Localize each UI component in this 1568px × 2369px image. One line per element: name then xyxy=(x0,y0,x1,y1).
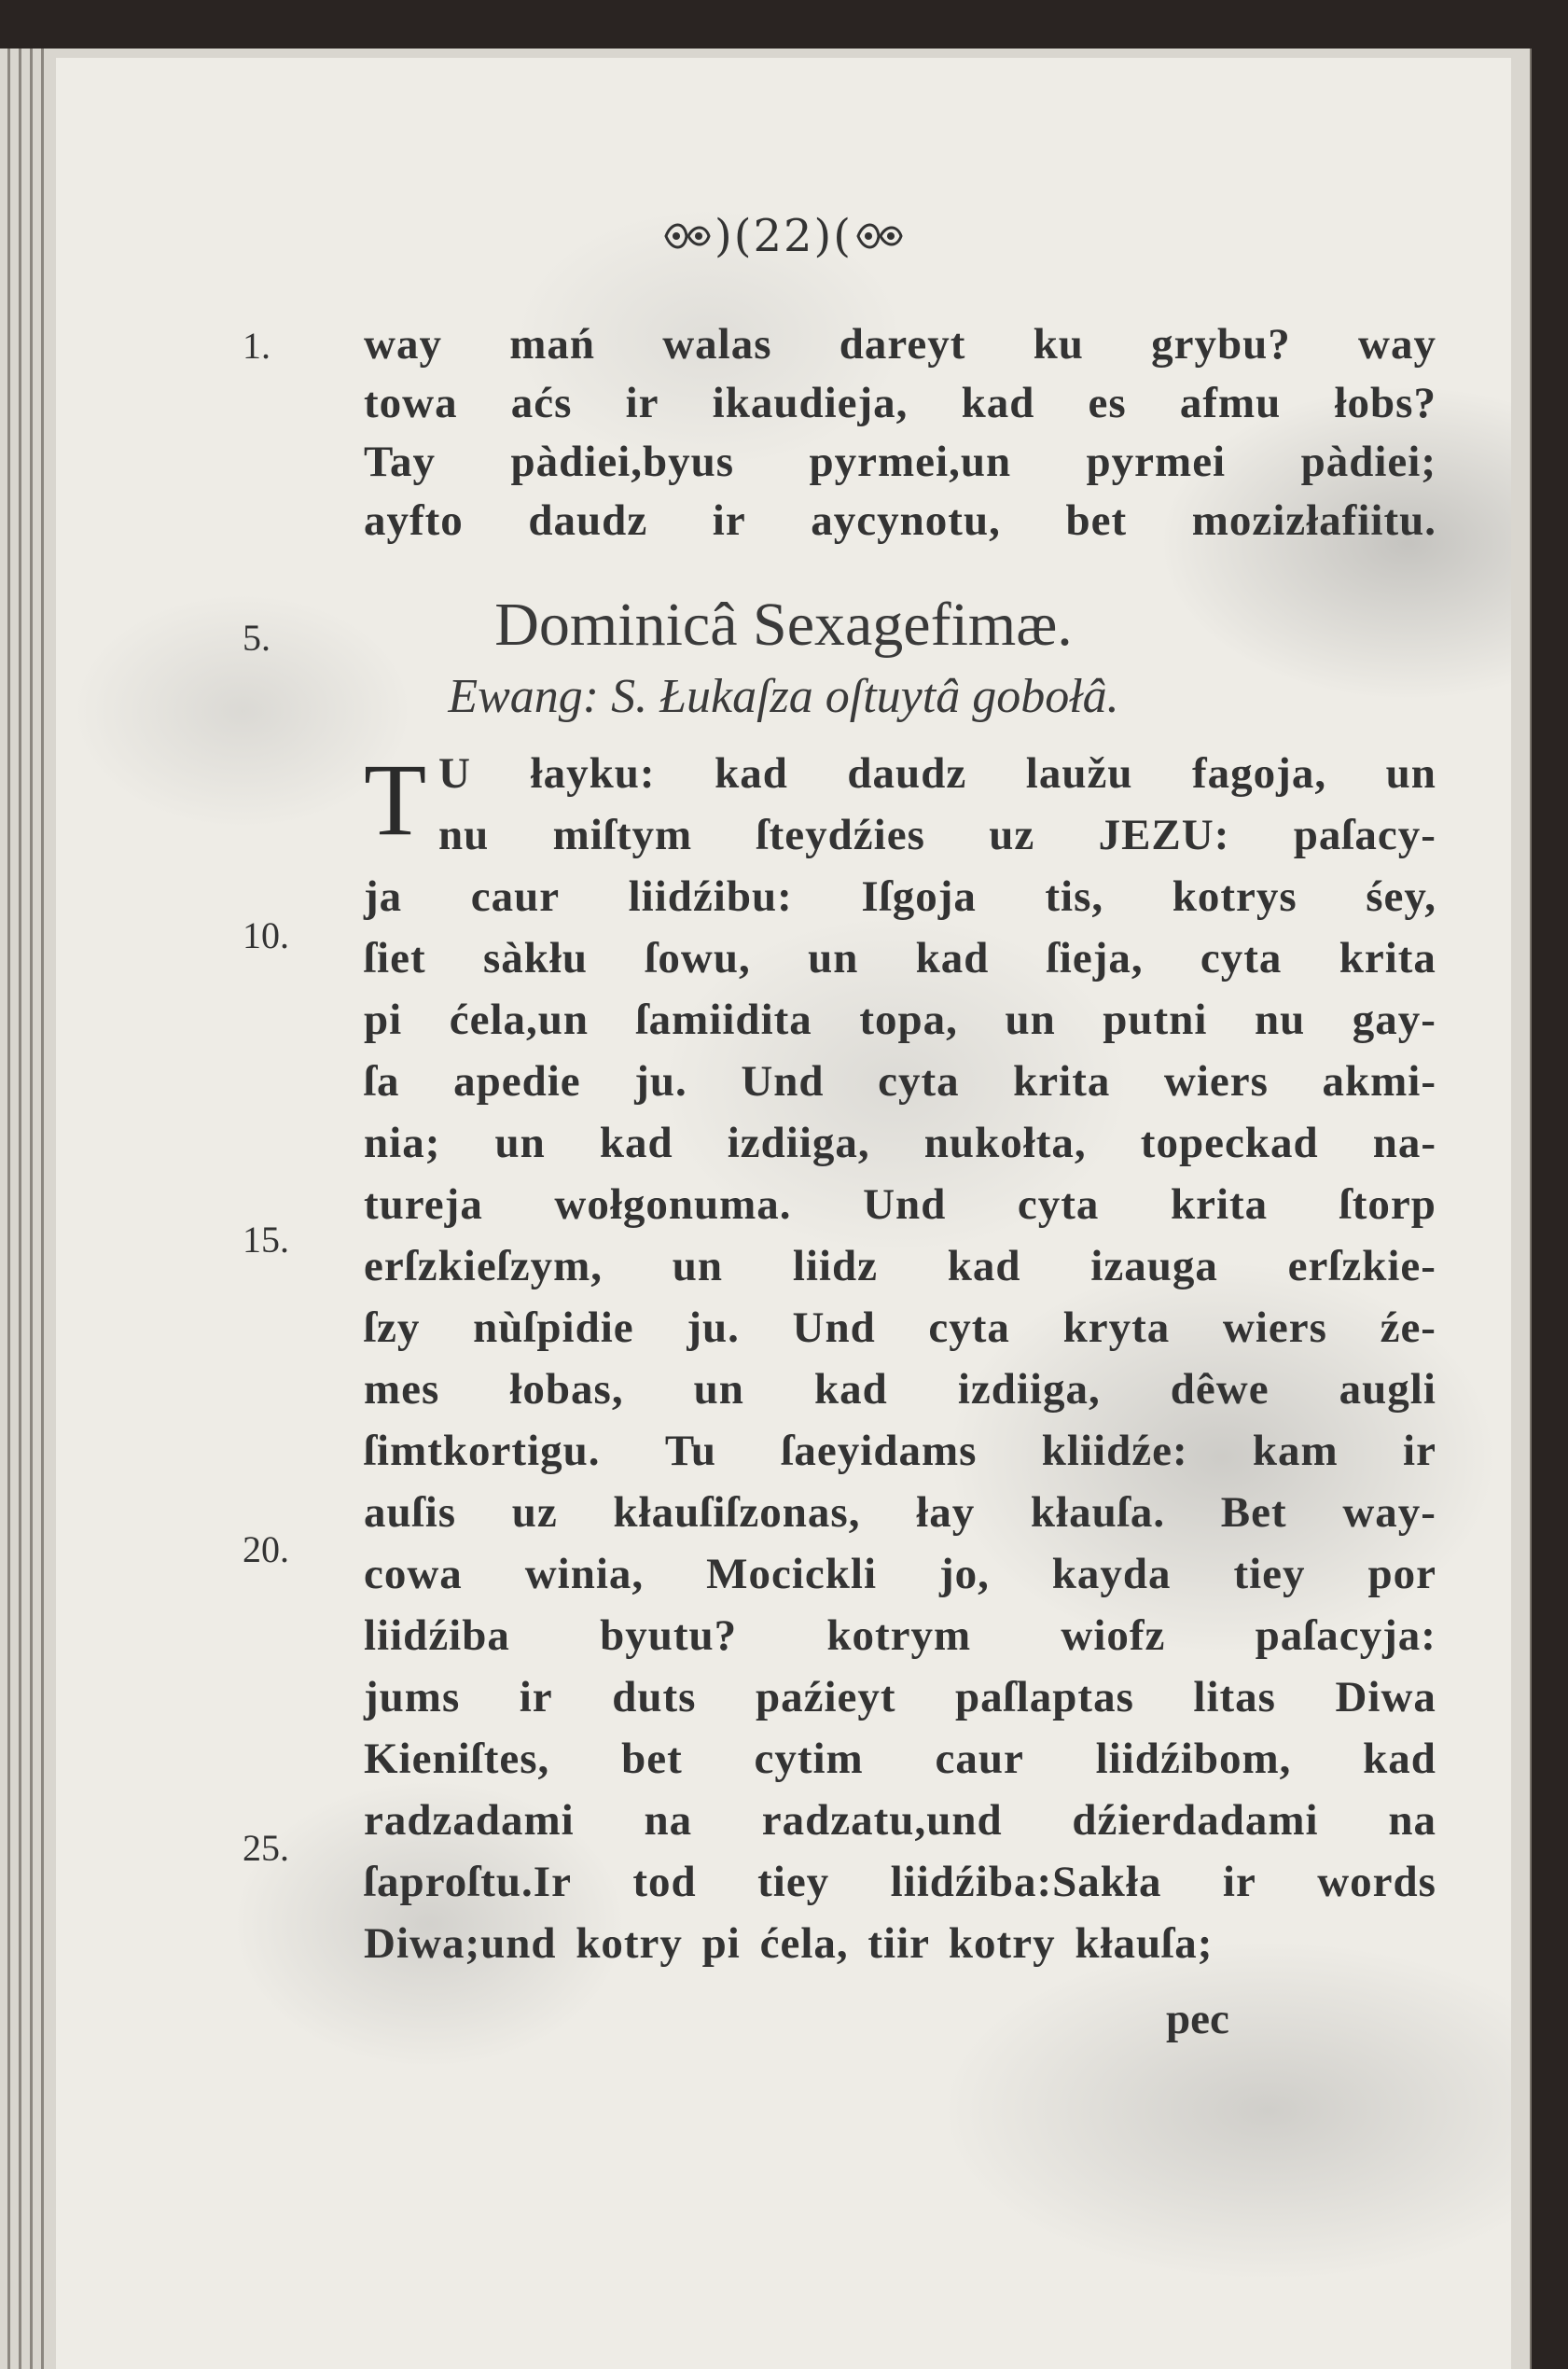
ornament-left-icon xyxy=(662,217,713,255)
text-line: ja caur liidźibu: Iſgoja tis, kotrys śey, xyxy=(364,872,1436,921)
text-line: Tay pàdiei,byus pyrmei,un pyrmei pàdiei; xyxy=(364,438,1436,486)
text-line: ſzy nùſpidie ju. Und cyta kryta wiers źe- xyxy=(364,1303,1436,1352)
page-header xyxy=(56,205,1511,262)
text-line: ſaproſtu.Ir tod tiey liidźiba:Sakła ir words xyxy=(364,1858,1436,1906)
text-line: erſzkieſzym, un liidz kad izauga erſzkie- xyxy=(364,1242,1436,1290)
text-line: auſis uz kłauſiſzonas, łay kłauſa. Bet way- xyxy=(364,1488,1436,1537)
text-line: ayfto daudz ir aycynotu, bet mozizłafiitu. xyxy=(364,496,1436,545)
page-number: )(22)( xyxy=(715,210,853,262)
text-line: ſa apedie ju. Und cyta krita wiers akmi- xyxy=(364,1057,1436,1106)
line-number: 1. xyxy=(243,325,271,367)
text-line: Diwa;und kotry pi ćela, tiir kotry kłauſa; xyxy=(364,1919,1214,1968)
ornament-right-icon xyxy=(854,217,905,255)
line-number: 10. xyxy=(243,914,289,956)
text-line: nu miſtym ſteydźies uz JEZU: paſacy- xyxy=(438,811,1436,859)
text-line: Kieniſtes, bet cytim caur liidźibom, kad xyxy=(364,1735,1436,1783)
text-line: nia; un kad izdiiga, nukołta, topeckad na- xyxy=(364,1119,1436,1167)
section-subtitle: Ewang: S. Łukaſza oſtuytâ gobołâ. xyxy=(448,670,1119,723)
text-line: mes łobas, un kad izdiiga, dêwe augli xyxy=(364,1365,1436,1414)
text-line: pi ćela,un ſamiidita topa, un putni nu gay- xyxy=(364,996,1436,1044)
text-line: way mań walas dareyt ku grybu? way xyxy=(364,320,1436,369)
page-edge xyxy=(30,49,33,2369)
line-number: 20. xyxy=(243,1528,289,1570)
text-line: jums ir duts paźieyt paſlaptas litas Diwa xyxy=(364,1673,1436,1721)
text-line: U łayku: kad daudz laužu fagoja, un xyxy=(438,749,1436,798)
text-line: cowa winia, Mocickli jo, kayda tiey por xyxy=(364,1550,1436,1598)
text-line: tureja wołgonuma. Und cyta krita ſtorp xyxy=(364,1180,1436,1229)
text-line: ſimtkortigu. Tu ſaeyidams kliidźe: kam ir xyxy=(364,1427,1436,1475)
page-edge xyxy=(41,49,44,2369)
catchword: pec xyxy=(1166,1995,1229,2043)
text-line: radzadami na radzatu,und dźierdadami na xyxy=(364,1796,1436,1845)
drop-cap: T xyxy=(364,743,427,857)
section-title: Dominicâ Sexagefimæ. xyxy=(494,591,1073,659)
book-page xyxy=(56,58,1511,2369)
line-number: 15. xyxy=(243,1219,289,1261)
text-line: towa aćs ir ikaudieja, kad es afmu łobs? xyxy=(364,379,1436,427)
line-number: 5. xyxy=(243,617,271,659)
text-line: liidźiba byutu? kotrym wiofz paſacyja: xyxy=(364,1611,1436,1660)
page-edge xyxy=(19,49,21,2369)
text-line: ſiet sàkłu ſowu, un kad ſieja, cyta krita xyxy=(364,934,1436,982)
line-number: 25. xyxy=(243,1827,289,1869)
page-edge xyxy=(7,49,10,2369)
